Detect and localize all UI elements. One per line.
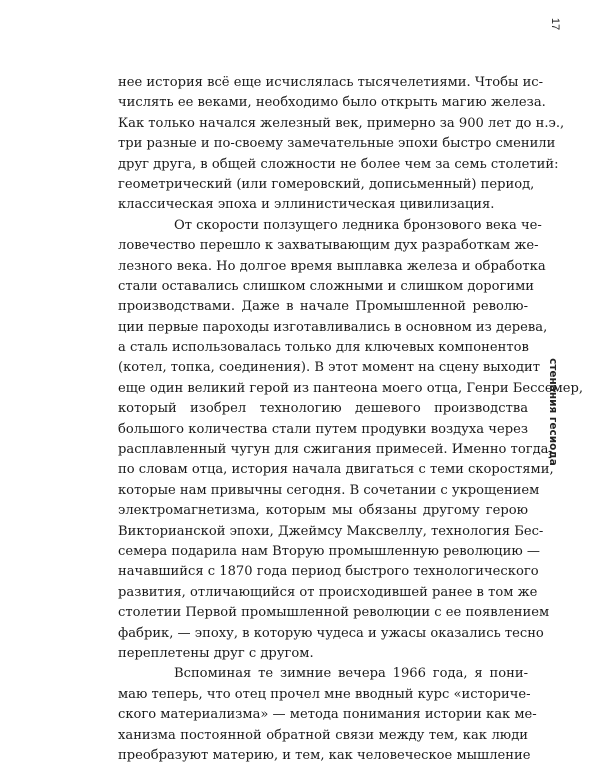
text-line: нее история всё еще исчислялась тысячелетиями. Чтобы ис- (118, 75, 544, 90)
text-line: электромагнетизма, которым мы обязаны другому герою (118, 503, 528, 519)
text-line: большого количества стали путем продувки воздуха через (118, 421, 528, 437)
text-line: которые нам привычны сегодня. В сочетании с укрощением (118, 482, 540, 498)
text-line: ского материализма» — метода понимания истории как ме- (118, 707, 537, 723)
text-line: (котел, топка, соединения). В этот момент на сцену выходит (118, 360, 541, 376)
text-line: геометрический (или гомеровский, дописьменный) период, (118, 176, 535, 192)
text-line: по словам отца, история начала двигаться с теми скоростями, (118, 462, 554, 478)
text-line: три разные и по-своему замечательные эпохи быстро сменили (118, 136, 556, 152)
text-line: производствами. Даже в начале Промышленной револю- (118, 299, 528, 315)
text-line: ции первые пароходы изготавливались в основном из дерева, (118, 319, 548, 335)
text-line: От скорости ползущего ледника бронзового века че- (174, 217, 542, 233)
text-line: семера подарила нам Вторую промышленную революцию — (118, 543, 540, 559)
text-line: а сталь использовалась только для ключевых компонентов (118, 340, 529, 356)
text-line: маю теперь, что отец прочел мне вводный курс «историче- (118, 686, 531, 702)
text-line: Как только начался железный век, примерно за 900 лет до н.э., (118, 115, 565, 131)
text-line: Вспоминая те зимние вечера 1966 года, я пони- (174, 666, 528, 682)
text-line: ханизма постоянной обратной связи между тем, как люди (118, 727, 528, 743)
text-line: столетии Первой промышленной революции с ее появлением (118, 605, 550, 621)
running-head: стенания гесиода (547, 358, 559, 466)
text-line: развития, отличающийся от происходившей ранее в том же (118, 584, 538, 600)
text-line: классическая эпоха и эллинистическая цивилизация. (118, 197, 495, 213)
text-line: стали оставались слишком сложными и слишком дорогими (118, 278, 535, 294)
text-line: числять ее веками, необходимо было открыть магию железа. (118, 95, 546, 111)
text-line: ловечество перешло к захватывающим дух разработкам же- (118, 238, 539, 254)
text-line: фабрик, — эпоху, в которую чудеса и ужасы оказались тесно (118, 625, 544, 641)
page-number: 17 (549, 17, 561, 31)
text-line: расплавленный чугун для сжигания примесей. Именно тогда, (118, 442, 553, 458)
text-line: который изобрел технологию дешевого производства (118, 401, 528, 417)
text-line: лезного века. Но долгое время выплавка железа и обработка (118, 258, 546, 274)
paragraph-1 (118, 73, 565, 216)
text-line: переплетены друг с другом. (118, 645, 314, 661)
text-line: еще один великий герой из пантеона моего отца, Генри Бессемер, (118, 380, 584, 396)
paragraph-3 (118, 664, 537, 766)
text-line: друг друга, в общей сложности не более чем за семь столетий: (118, 156, 559, 172)
text-line: Викторианской эпохи, Джеймсу Максвеллу, технология Бес- (118, 523, 544, 539)
text-line: начавшийся с 1870 года период быстрого технологического (118, 564, 539, 580)
text-line: преобразуют материю, и тем, как человеческое мышление (118, 747, 531, 763)
